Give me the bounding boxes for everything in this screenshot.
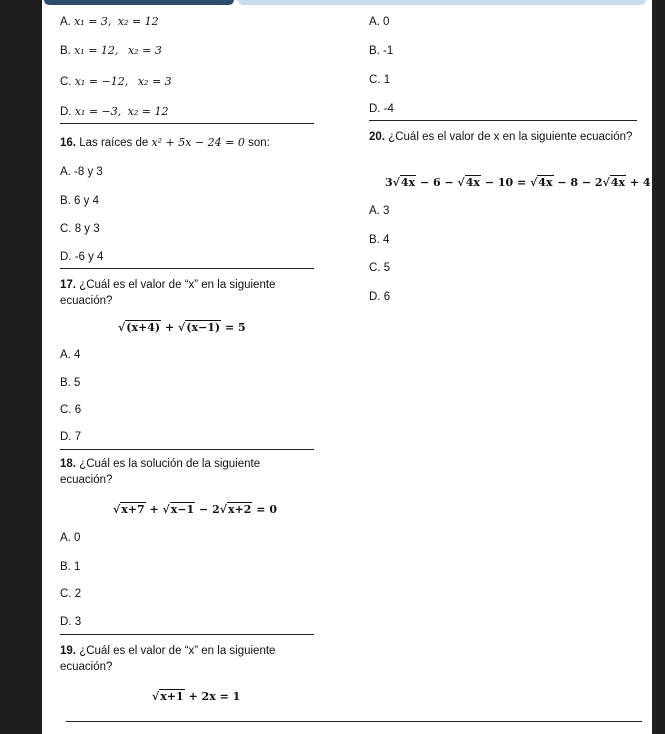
q14-option-b: B. -1 — [369, 45, 394, 57]
q16-option-d: D. -6 y 4 — [60, 251, 104, 263]
q14-option-a: A. 0 — [369, 16, 390, 28]
q15-option-a: A. x₁ = 3, x₂ = 12 — [60, 15, 159, 28]
q20-option-d: D. 6 — [369, 291, 391, 303]
q17-option-d: D. 7 — [60, 431, 82, 443]
q19-prompt: 19. ¿Cuál es el valor de “x” en la siguiente ecuación? — [60, 645, 276, 673]
right-dark-margin — [652, 0, 665, 734]
divider-q18 — [60, 634, 314, 635]
q16-option-c: C. 8 y 3 — [60, 223, 100, 235]
q17-option-c: C. 6 — [60, 404, 82, 416]
q20-prompt: 20. ¿Cuál es el valor de x en la siguiente ecuación? — [369, 131, 633, 143]
q18-option-b: B. 1 — [60, 561, 81, 573]
q18-prompt: 18. ¿Cuál es la solución de la siguiente ecuación? — [60, 458, 261, 486]
q17-option-b: B. 5 — [60, 377, 81, 389]
q18-option-c: C. 2 — [60, 588, 82, 600]
q18-option-d: D. 3 — [60, 616, 82, 628]
q20-option-c: C. 5 — [369, 262, 391, 274]
q14-option-d: D. -4 — [369, 103, 394, 115]
divider-q17 — [60, 449, 314, 450]
divider-bottom — [66, 721, 642, 722]
q15-option-c: C. x₁ = −12, x₂ = 3 — [60, 75, 172, 88]
q15-option-d: D. x₁ = −3, x₂ = 12 — [60, 105, 169, 118]
divider-q16 — [60, 268, 314, 269]
q20-option-b: B. 4 — [369, 234, 390, 246]
q16-prompt: 16. Las raíces de x² + 5x − 24 = 0 son: — [60, 136, 270, 149]
q16-option-b: B. 6 y 4 — [60, 195, 99, 207]
q17-equation: √(x+4) + √(x−1) = 5 — [118, 321, 246, 334]
top-tab-dark — [44, 0, 234, 5]
q14-option-c: C. 1 — [369, 74, 391, 86]
q17-option-a: A. 4 — [60, 349, 81, 361]
q17-prompt: 17. ¿Cuál es el valor de “x” en la siguiente ecuación? — [60, 279, 276, 307]
q20-option-a: A. 3 — [369, 205, 390, 217]
q18-option-a: A. 0 — [60, 532, 81, 544]
q20-equation: 3√4x − 6 − √4x − 10 = √4x − 8 − 2√4x + 4 — [385, 176, 651, 189]
q16-option-a: A. -8 y 3 — [60, 166, 103, 178]
q15-option-b: B. x₁ = 12, x₂ = 3 — [60, 44, 162, 57]
top-tab-light — [238, 0, 646, 5]
left-dark-margin — [0, 0, 42, 734]
divider-q15 — [60, 123, 314, 124]
q19-equation: √x+1 + 2x = 1 — [152, 690, 241, 703]
q18-equation: √x+7 + √x−1 − 2√x+2 = 0 — [113, 503, 277, 516]
divider-q14 — [369, 120, 637, 121]
